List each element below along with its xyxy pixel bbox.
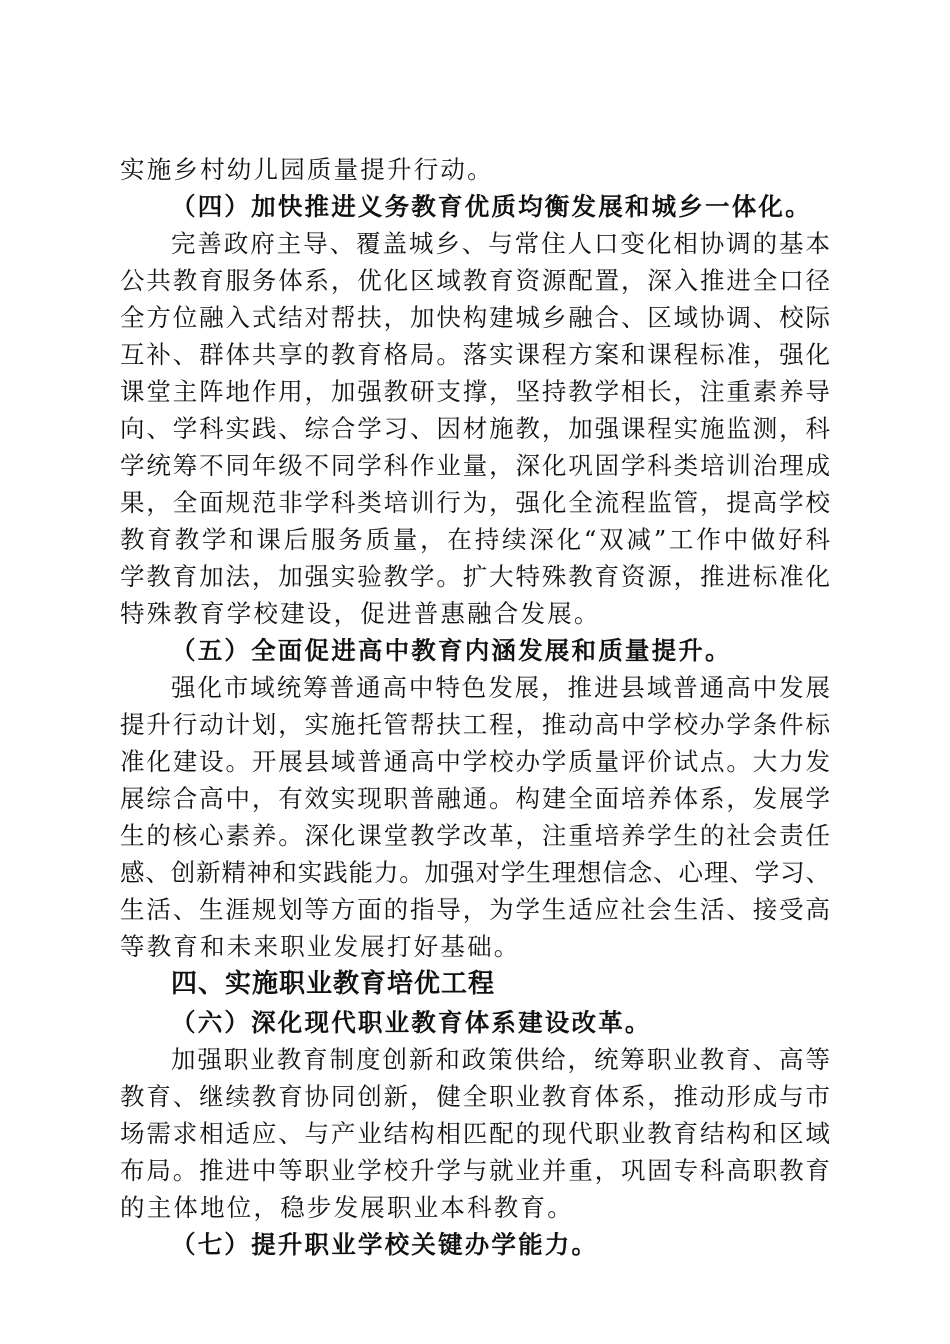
paragraph-line: 公共教育服务体系，优化区域教育资源配置，深入推进全口径 xyxy=(120,266,830,295)
paragraph-line: 课堂主阵地作用，加强教研支撑，坚持教学相长，注重素养导 xyxy=(120,377,830,406)
paragraph-line: 向、学科实践、综合学习、因材施教，加强课程实施监测，科 xyxy=(120,414,830,443)
section-heading: （七）提升职业学校关键办学能力。 xyxy=(171,1230,599,1259)
paragraph-line: 的主体地位，稳步发展职业本科教育。 xyxy=(120,1193,574,1222)
paragraph-line: 展综合高中，有效实现职普融通。构建全面培养体系，发展学 xyxy=(120,784,830,813)
paragraph-line: 互补、群体共享的教育格局。落实课程方案和课程标准，强化 xyxy=(120,340,830,369)
paragraph-line: 等教育和未来职业发展打好基础。 xyxy=(120,932,521,961)
paragraph-line: 实施乡村幼儿园质量提升行动。 xyxy=(120,155,494,184)
paragraph-line: 学统筹不同年级不同学科作业量，深化巩固学科类培训治理成 xyxy=(120,451,830,480)
paragraph-line: 生活、生涯规划等方面的指导，为学生适应社会生活、接受高 xyxy=(120,895,830,924)
chapter-heading: 四、实施职业教育培优工程 xyxy=(171,969,496,999)
paragraph-line: 完善政府主导、覆盖城乡、与常住人口变化相协调的基本 xyxy=(171,229,830,258)
section-heading: （六）深化现代职业教育体系建设改革。 xyxy=(171,1008,652,1037)
paragraph-line: 生的核心素养。深化课堂教学改革，注重培养学生的社会责任 xyxy=(120,821,830,850)
paragraph-line: 教育、继续教育协同创新，健全职业教育体系，推动形成与市 xyxy=(120,1082,830,1111)
paragraph-line: 教育教学和课后服务质量，在持续深化“双减”工作中做好科 xyxy=(120,525,830,554)
paragraph-line: 加强职业教育制度创新和政策供给，统筹职业教育、高等 xyxy=(171,1045,830,1074)
paragraph-line: 感、创新精神和实践能力。加强对学生理想信念、心理、学习、 xyxy=(120,858,830,887)
paragraph-line: 强化市域统筹普通高中特色发展，推进县域普通高中发展 xyxy=(171,673,830,702)
section-heading: （五）全面促进高中教育内涵发展和质量提升。 xyxy=(171,636,732,665)
section-heading: （四）加快推进义务教育优质均衡发展和城乡一体化。 xyxy=(171,192,812,221)
paragraph-line: 果，全面规范非学科类培训行为，强化全流程监管，提高学校 xyxy=(120,488,830,517)
paragraph-line: 提升行动计划，实施托管帮扶工程，推动高中学校办学条件标 xyxy=(120,710,830,739)
paragraph-line: 全方位融入式结对帮扶，加快构建城乡融合、区域协调、校际 xyxy=(120,303,830,332)
paragraph-line: 准化建设。开展县域普通高中学校办学质量评价试点。大力发 xyxy=(120,747,830,776)
paragraph-line: 布局。推进中等职业学校升学与就业并重，巩固专科高职教育 xyxy=(120,1156,830,1185)
paragraph-line: 特殊教育学校建设，促进普惠融合发展。 xyxy=(120,599,601,628)
paragraph-line: 场需求相适应、与产业结构相匹配的现代职业教育结构和区域 xyxy=(120,1119,830,1148)
paragraph-line: 学教育加法，加强实验教学。扩大特殊教育资源，推进标准化 xyxy=(120,562,830,591)
